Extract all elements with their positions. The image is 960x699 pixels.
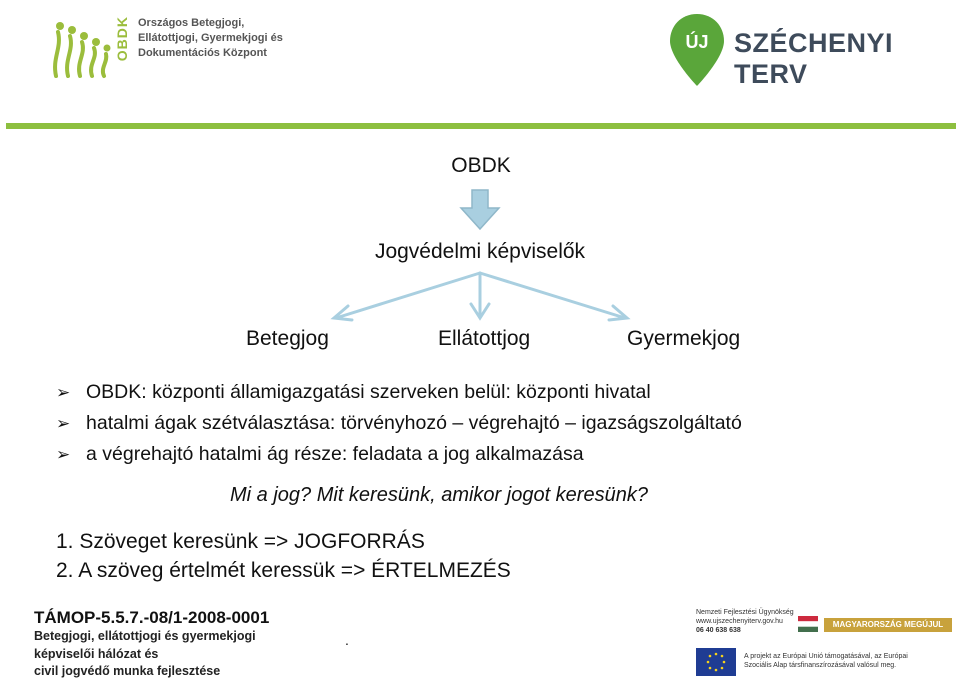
tamop-line: civil jogvédő munka fejlesztése xyxy=(34,664,221,678)
eu-funding-block xyxy=(688,600,958,695)
arrow-left-icon xyxy=(336,273,480,318)
bullet-text: hatalmi ágak szétválasztása: törvényhozó – végrehajtó – igazságszolgáltató xyxy=(86,412,742,434)
eu-line: A projekt az Európai Unió támogatásával, az Európai xyxy=(744,653,908,660)
tamop-code: TÁMOP-5.5.7.-08/1-2008-0001 xyxy=(34,608,270,627)
arrow-right-icon xyxy=(480,273,625,318)
question-text: Mi a jog? Mit keresünk, amikor jogot keresünk? xyxy=(230,484,648,506)
bullet-text: a végrehajtó hatalmi ág része: feladata a jog alkalmazása xyxy=(86,443,584,465)
bullet-item xyxy=(56,381,651,404)
eu-flag-icon xyxy=(696,648,736,676)
tamop-project-info xyxy=(34,608,334,681)
obdk-vertical-text: OBDK xyxy=(114,16,130,62)
diagram-top-label: OBDK xyxy=(451,154,511,177)
hu-banner: MAGYARORSZÁG MEGÚJUL xyxy=(824,618,952,632)
nfu-line: www.ujszechenyiterv.gov.hu xyxy=(696,618,783,625)
numbered-item: 2. A szöveg értelmét keressük => ÉRTELMEZÉS xyxy=(56,559,511,582)
eu-funding-text xyxy=(744,652,954,670)
nfu-line: Nemzeti Fejlesztési Ügynökség xyxy=(696,609,794,616)
branch-gyermekjog: Gyermekjog xyxy=(627,327,741,350)
nfu-line: 06 40 638 638 xyxy=(696,627,741,634)
branch-arrows xyxy=(334,273,627,320)
bullet-item xyxy=(56,412,742,435)
obdk-line: Ellátottjogi, Gyermekjogi és xyxy=(138,32,283,44)
tamop-line: Betegjogi, ellátottjogi és gyermekjogi xyxy=(34,629,256,643)
nfu-info xyxy=(696,608,794,635)
down-arrow-icon xyxy=(461,190,499,229)
hungarian-flag-icon xyxy=(798,616,818,632)
branch-ellatottjog: Ellátottjog xyxy=(438,327,531,350)
eu-line: Szociális Alap társfinanszírozásával valósul meg. xyxy=(744,662,897,669)
arrow-bullet-icon: ➢ xyxy=(56,383,71,402)
stray-dot: . xyxy=(345,632,349,648)
arrow-bullet-icon: ➢ xyxy=(56,414,71,433)
bullet-item xyxy=(56,443,584,466)
diagram-middle-label: Jogvédelmi képviselők xyxy=(374,240,586,263)
numbered-item: 1. Szöveget keresünk => JOGFORRÁS xyxy=(56,530,425,553)
obdk-line: Országos Betegjogi, xyxy=(138,17,245,29)
arrow-bullet-icon: ➢ xyxy=(56,445,71,464)
tamop-line: képviselői hálózat és xyxy=(34,646,159,661)
bullet-text: OBDK: központi államigazgatási szerveken belül: központi hivatal xyxy=(86,381,651,403)
szechenyi-terv-text: SZÉCHENYI TERV xyxy=(734,28,894,89)
obdk-line: Dokumentációs Központ xyxy=(138,47,267,59)
branch-betegjog: Betegjog xyxy=(246,327,329,350)
pin-text: ÚJ xyxy=(685,32,709,52)
